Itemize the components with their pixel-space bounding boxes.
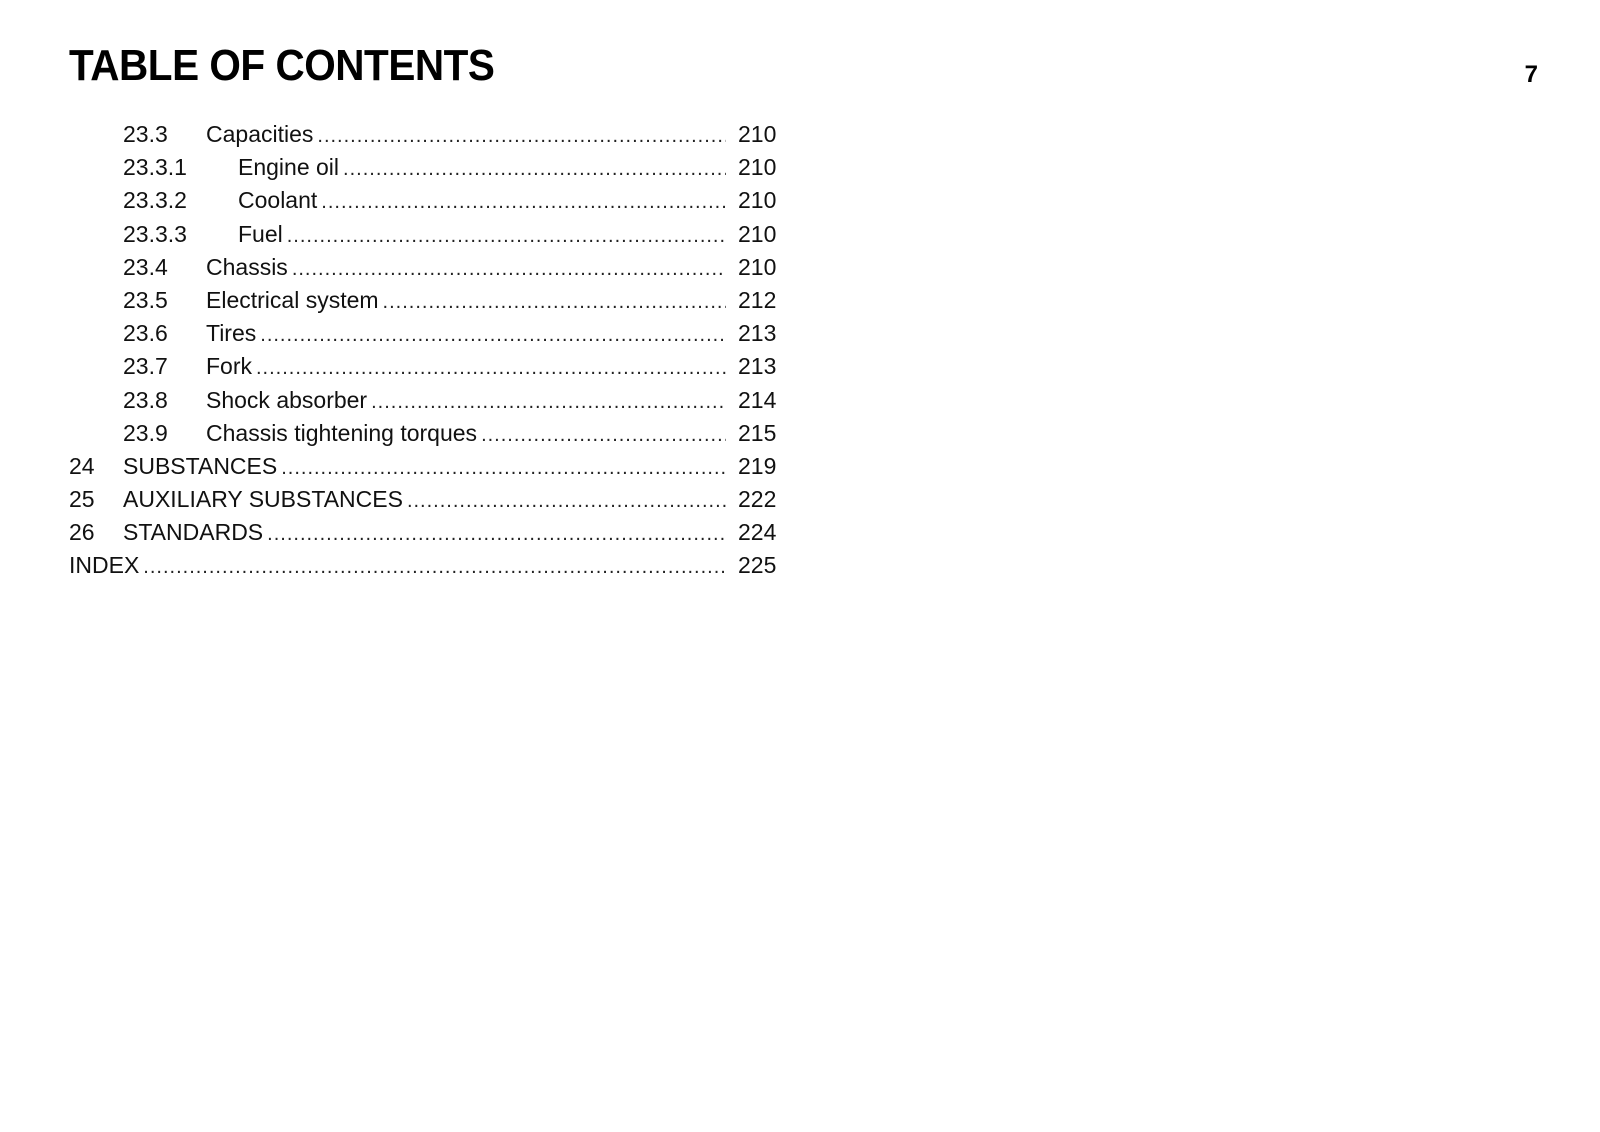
toc-leader-dots xyxy=(317,120,726,153)
toc-entry-title: Tires xyxy=(206,320,257,347)
toc-entry-title: Coolant xyxy=(238,187,318,214)
toc-entry-number: 23.7 xyxy=(123,353,168,380)
toc-leader-dots xyxy=(256,352,726,385)
toc-entry-title: AUXILIARY SUBSTANCES xyxy=(123,486,403,513)
toc-entry-number: 23.3 xyxy=(123,121,168,147)
toc-leader-dots xyxy=(260,319,726,352)
toc-entry-title: Shock absorber xyxy=(206,386,368,413)
page-title: TABLE OF CONTENTS xyxy=(69,41,495,90)
toc-entry-title: INDEX xyxy=(69,552,140,579)
toc-entry-title: SUBSTANCES xyxy=(123,452,278,479)
toc-entry-page: 212 xyxy=(738,286,777,313)
toc-leader-dots xyxy=(321,186,726,219)
toc-entry-number: 23.6 xyxy=(123,320,168,347)
toc-entry-number: 23.3.1 xyxy=(123,154,187,181)
toc-entry-23-5[interactable] xyxy=(0,284,800,317)
toc-leader-dots xyxy=(407,485,726,518)
toc-entry-25[interactable] xyxy=(0,483,800,516)
toc-entry-page: 210 xyxy=(738,187,777,214)
toc-leader-dots xyxy=(292,253,726,286)
toc-entry-page: 210 xyxy=(738,154,777,181)
toc-entry-number: 23.4 xyxy=(123,253,168,280)
toc-entry-number: 23.9 xyxy=(123,419,168,446)
page-number: 7 xyxy=(1524,61,1538,88)
toc-entry-page: 210 xyxy=(738,220,777,247)
toc-entry-23-3-1[interactable] xyxy=(0,151,800,184)
toc-entry-title: Chassis xyxy=(206,253,288,280)
toc-entry-page: 224 xyxy=(738,519,777,546)
toc-leader-dots xyxy=(371,386,726,419)
toc-entry-title: Electrical system xyxy=(206,286,379,313)
toc-entry-23-9[interactable] xyxy=(0,417,800,450)
toc-entry-number: 23.5 xyxy=(123,286,168,313)
toc-entry-title: Fork xyxy=(206,353,252,380)
toc-entry-page: 210 xyxy=(738,121,777,147)
toc-entry-page: 213 xyxy=(738,320,777,347)
toc-leader-dots xyxy=(281,452,726,485)
toc-entry-23-6[interactable] xyxy=(0,317,800,350)
toc-leader-dots xyxy=(287,220,726,253)
toc-leader-dots xyxy=(383,286,726,319)
toc-entry-title: Capacities xyxy=(206,121,314,147)
toc-entry-page: 225 xyxy=(738,552,777,579)
toc-entry-number: 26 xyxy=(69,519,95,546)
toc-leader-dots xyxy=(267,518,726,551)
toc-entry-page: 215 xyxy=(738,419,777,446)
toc-entry-title: Fuel xyxy=(238,220,283,247)
toc-entry-number: 23.8 xyxy=(123,386,168,413)
toc-entry-23-3-2[interactable] xyxy=(0,184,800,217)
toc-entry-number: 24 xyxy=(69,452,95,479)
toc-entry-title: Chassis tightening torques xyxy=(206,419,478,446)
toc-entry-page: 219 xyxy=(738,452,777,479)
toc-entry-23-3[interactable] xyxy=(0,118,800,151)
toc-entry-page: 214 xyxy=(738,386,777,413)
table-of-contents xyxy=(0,118,800,583)
toc-entry-23-3-3[interactable] xyxy=(0,218,800,251)
toc-entry-number: 23.3.3 xyxy=(123,220,187,247)
toc-entry-title: STANDARDS xyxy=(123,519,264,546)
toc-entry-23-8[interactable] xyxy=(0,384,800,417)
toc-entry-23-4[interactable] xyxy=(0,251,800,284)
toc-leader-dots xyxy=(481,419,726,452)
toc-entry-number: 25 xyxy=(69,486,95,513)
toc-leader-dots xyxy=(143,551,726,584)
toc-entry-page: 213 xyxy=(738,353,777,380)
toc-entry-page: 210 xyxy=(738,253,777,280)
toc-entry-index[interactable] xyxy=(0,549,800,582)
toc-entry-23-7[interactable] xyxy=(0,350,800,383)
toc-entry-page: 222 xyxy=(738,486,777,513)
toc-leader-dots xyxy=(343,153,726,186)
toc-entry-26[interactable] xyxy=(0,516,800,549)
toc-entry-title: Engine oil xyxy=(238,154,340,181)
toc-entry-number: 23.3.2 xyxy=(123,187,187,214)
toc-entry-24[interactable] xyxy=(0,450,800,483)
